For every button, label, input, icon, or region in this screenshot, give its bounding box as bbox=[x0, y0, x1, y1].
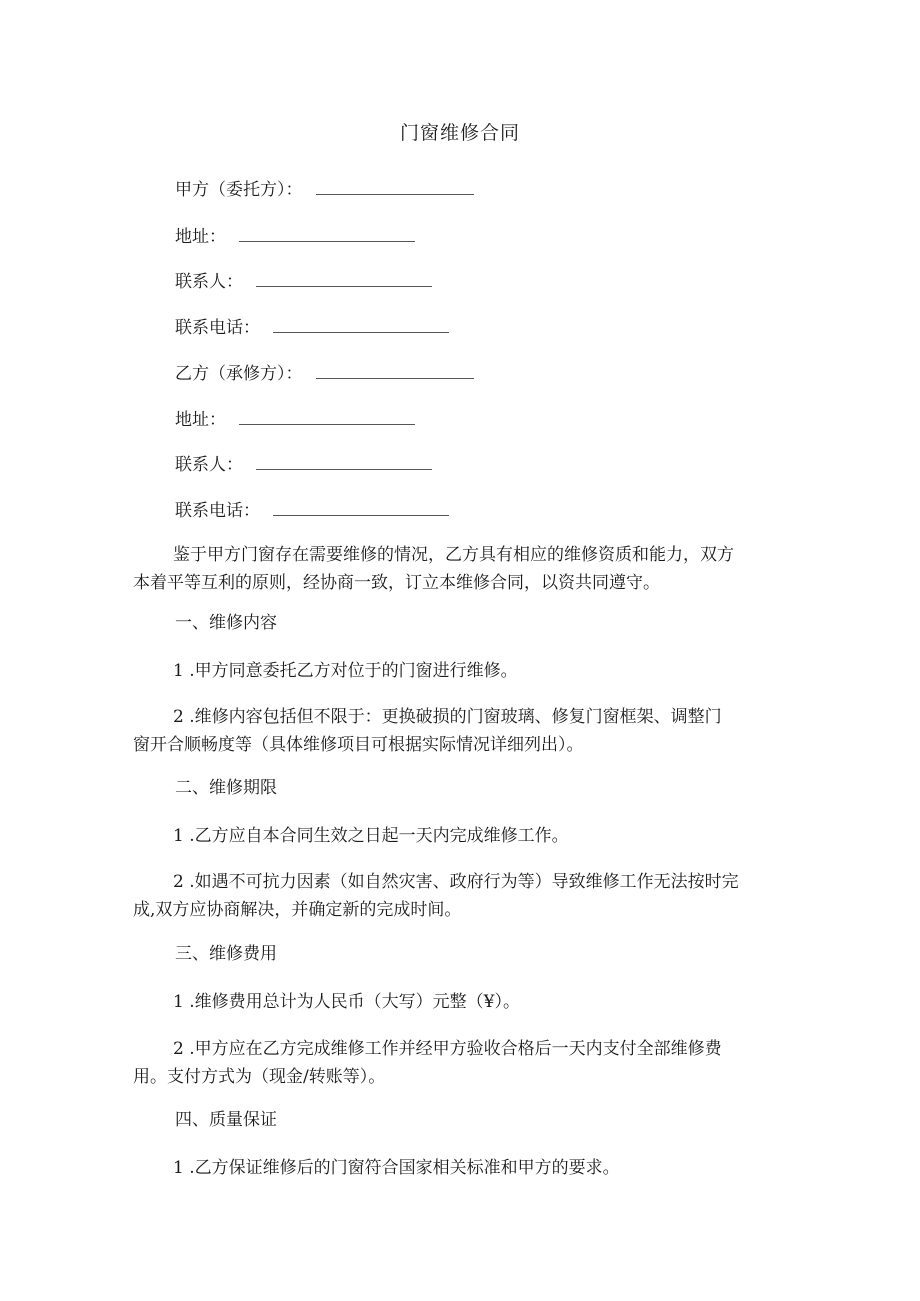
section-2-item-1 bbox=[133, 822, 813, 850]
party-a-contact-blank[interactable] bbox=[256, 272, 432, 287]
section-4-item-1-line-1: 1 .乙方保证维修后的门窗符合国家相关标准和甲方的要求。 bbox=[173, 1158, 620, 1178]
section-4-heading: 四、质量保证 bbox=[175, 1110, 277, 1130]
party-b-blank[interactable] bbox=[316, 364, 474, 379]
section-3-item-2-line-1: 2 .甲方应在乙方完成维修工作并经甲方验收合格后一天内支付全部维修费 bbox=[173, 1039, 722, 1059]
party-b-address-field bbox=[175, 408, 415, 432]
party-a-blank[interactable] bbox=[316, 180, 474, 195]
document-title: 门窗维修合同 bbox=[399, 122, 520, 144]
party-a-address-field bbox=[175, 225, 415, 249]
party-b-phone-blank[interactable] bbox=[273, 501, 449, 516]
party-a-label: 甲方（委托方）： bbox=[175, 180, 303, 200]
section-2-item-1-line-1: 1 .乙方应自本合同生效之日起一天内完成维修工作。 bbox=[173, 826, 569, 846]
preamble-paragraph bbox=[133, 541, 813, 597]
section-3-item-2 bbox=[133, 1035, 813, 1091]
party-b-contact-field bbox=[175, 453, 432, 477]
section-1-item-1 bbox=[133, 657, 813, 685]
party-b-contact-blank[interactable] bbox=[256, 455, 432, 470]
section-2-heading: 二、维修期限 bbox=[175, 778, 277, 798]
section-1-item-2-line-1: 2 .维修内容包括但不限于：更换破损的门窗玻璃、修复门窗框架、调整门 bbox=[173, 707, 722, 727]
party-b-contact-label: 联系人： bbox=[175, 455, 243, 475]
section-1-heading: 一、维修内容 bbox=[175, 613, 277, 633]
party-a-address-label: 地址： bbox=[175, 227, 226, 247]
preamble-line-1: 鉴于甲方门窗存在需要维修的情况，乙方具有相应的维修资质和能力，双方 bbox=[173, 545, 734, 565]
section-2-item-2-line-2: 成,双方应协商解决，并确定新的完成时间。 bbox=[133, 900, 462, 920]
party-a-field bbox=[175, 178, 474, 202]
section-3-item-1 bbox=[133, 988, 813, 1016]
section-1-item-2 bbox=[133, 703, 813, 759]
section-2-item-2 bbox=[133, 868, 813, 924]
section-1-item-1-line-1: 1 .甲方同意委托乙方对位于的门窗进行维修。 bbox=[173, 661, 518, 681]
party-a-phone-label: 联系电话： bbox=[175, 318, 260, 338]
section-2-item-2-line-1: 2 .如遇不可抗力因素（如自然灾害、政府行为等）导致维修工作无法按时完 bbox=[173, 872, 739, 892]
party-a-contact-label: 联系人： bbox=[175, 272, 243, 292]
preamble-line-2: 本着平等互利的原则，经协商一致，订立本维修合同，以资共同遵守。 bbox=[133, 573, 660, 593]
party-b-address-blank[interactable] bbox=[239, 410, 415, 425]
party-a-phone-blank[interactable] bbox=[273, 318, 449, 333]
party-b-phone-label: 联系电话： bbox=[175, 501, 260, 521]
party-a-contact-field bbox=[175, 270, 432, 294]
party-b-field bbox=[175, 362, 474, 386]
party-a-address-blank[interactable] bbox=[239, 227, 415, 242]
party-b-label: 乙方（承修方）： bbox=[175, 364, 303, 384]
section-4-item-1 bbox=[133, 1154, 813, 1182]
section-1-item-2-line-2: 窗开合顺畅度等（具体维修项目可根据实际情况详细列出）。 bbox=[133, 735, 584, 755]
party-a-phone-field bbox=[175, 316, 449, 340]
section-3-item-2-line-2: 用。支付方式为（现金/转账等）。 bbox=[133, 1067, 386, 1087]
party-b-address-label: 地址： bbox=[175, 410, 226, 430]
section-3-item-1-line-1: 1 .维修费用总计为人民币（大写）元整（¥）。 bbox=[173, 992, 520, 1012]
section-3-heading: 三、维修费用 bbox=[175, 944, 277, 964]
party-b-phone-field bbox=[175, 499, 449, 523]
